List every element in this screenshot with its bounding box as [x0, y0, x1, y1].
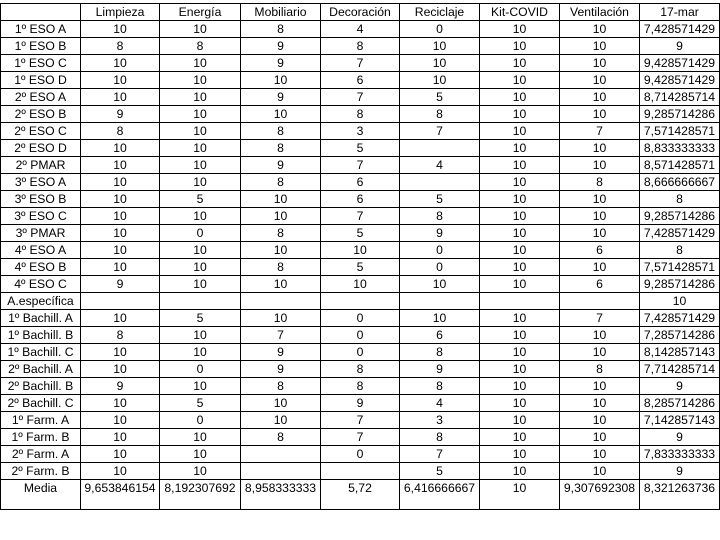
- table-cell-ventilacion: 10: [560, 55, 640, 72]
- table-row: [1, 412, 720, 429]
- table-cell-17-mar: 9,428571429: [640, 72, 720, 89]
- table-row: [1, 327, 720, 344]
- row-label: 1º ESO C: [1, 55, 81, 72]
- table-cell-reciclaje: 5: [400, 463, 480, 480]
- header-row: [1, 4, 720, 21]
- table-cell-decoracion: 7: [321, 208, 400, 225]
- table-cell-17-mar: 7,428571429: [640, 225, 720, 242]
- table-cell-kit-covid: 10: [480, 38, 560, 55]
- table-cell-reciclaje: 10: [400, 310, 480, 327]
- table-cell-kit-covid: 10: [480, 395, 560, 412]
- table-cell-decoracion: 7: [321, 429, 400, 446]
- table-cell-kit-covid: 10: [480, 344, 560, 361]
- table-cell-17-mar: 9,285714286: [640, 208, 720, 225]
- table-cell-kit-covid: 10: [480, 89, 560, 106]
- table-cell-reciclaje: 9: [400, 361, 480, 378]
- table-cell-17-mar: 9: [640, 378, 720, 395]
- table-row: [1, 89, 720, 106]
- table-cell-kit-covid: 10: [480, 276, 560, 293]
- table-cell-mobiliario: 9: [241, 89, 321, 106]
- table-cell-mobiliario: [241, 446, 321, 463]
- table-cell-decoracion: 0: [321, 344, 400, 361]
- table-cell-kit-covid: 10: [480, 446, 560, 463]
- table-cell-mobiliario: 10: [241, 191, 321, 208]
- table-cell-energia: 10: [160, 157, 241, 174]
- column-header-reciclaje: Reciclaje: [400, 4, 480, 21]
- table-cell-decoracion: 0: [321, 310, 400, 327]
- table-cell-ventilacion: 8: [560, 174, 640, 191]
- table-cell-17-mar: 7,571428571: [640, 259, 720, 276]
- table-cell-ventilacion: 6: [560, 242, 640, 259]
- table-cell-energia: 10: [160, 89, 241, 106]
- row-label: 4º ESO B: [1, 259, 81, 276]
- table-cell-limpieza: 10: [81, 225, 160, 242]
- table-cell-decoracion: 7: [321, 157, 400, 174]
- row-label: A.específica: [1, 293, 81, 310]
- table-cell-energia: 8: [160, 38, 241, 55]
- row-label: 1º Farm. A: [1, 412, 81, 429]
- media-cell-reciclaje: 6,416666667: [400, 480, 480, 510]
- table-cell-mobiliario: 10: [241, 106, 321, 123]
- row-label: 1º Bachill. C: [1, 344, 81, 361]
- table-cell-reciclaje: 10: [400, 38, 480, 55]
- table-cell-energia: 10: [160, 242, 241, 259]
- table-cell-ventilacion: 10: [560, 89, 640, 106]
- table-cell-decoracion: [321, 293, 400, 310]
- table-cell-17-mar: 9,428571429: [640, 55, 720, 72]
- table-cell-kit-covid: 10: [480, 327, 560, 344]
- table-cell-decoracion: [321, 463, 400, 480]
- table-cell-decoracion: 10: [321, 276, 400, 293]
- table-cell-kit-covid: 10: [480, 259, 560, 276]
- table-cell-reciclaje: 7: [400, 446, 480, 463]
- table-cell-ventilacion: 10: [560, 208, 640, 225]
- table-cell-ventilacion: 10: [560, 157, 640, 174]
- table-cell-ventilacion: 10: [560, 395, 640, 412]
- table-cell-energia: 0: [160, 225, 241, 242]
- table-cell-limpieza: 10: [81, 242, 160, 259]
- table-cell-mobiliario: [241, 463, 321, 480]
- table-cell-energia: 5: [160, 395, 241, 412]
- table-cell-reciclaje: 3: [400, 412, 480, 429]
- row-label: 2º ESO A: [1, 89, 81, 106]
- table-cell-reciclaje: 8: [400, 208, 480, 225]
- table-cell-17-mar: 7,833333333: [640, 446, 720, 463]
- table-cell-limpieza: 10: [81, 463, 160, 480]
- table-cell-limpieza: 10: [81, 429, 160, 446]
- table-row: [1, 21, 720, 38]
- table-cell-limpieza: 9: [81, 276, 160, 293]
- table-cell-ventilacion: 10: [560, 327, 640, 344]
- table-cell-decoracion: 8: [321, 361, 400, 378]
- row-label: 4º ESO C: [1, 276, 81, 293]
- table-cell-kit-covid: 10: [480, 463, 560, 480]
- row-label: 2º Farm. B: [1, 463, 81, 480]
- table-cell-limpieza: 10: [81, 174, 160, 191]
- table-cell-17-mar: 9,285714286: [640, 276, 720, 293]
- table-cell-kit-covid: 10: [480, 429, 560, 446]
- table-cell-mobiliario: [241, 293, 321, 310]
- table-cell-reciclaje: 7: [400, 123, 480, 140]
- table-row: [1, 174, 720, 191]
- table-cell-limpieza: 10: [81, 208, 160, 225]
- table-cell-decoracion: 8: [321, 38, 400, 55]
- row-label: 1º Farm. B: [1, 429, 81, 446]
- row-label: 1º Bachill. A: [1, 310, 81, 327]
- table-cell-17-mar: 7,428571429: [640, 21, 720, 38]
- table-cell-reciclaje: 6: [400, 327, 480, 344]
- table-cell-limpieza: 10: [81, 310, 160, 327]
- table-cell-mobiliario: 8: [241, 225, 321, 242]
- table-cell-mobiliario: 10: [241, 395, 321, 412]
- table-cell-reciclaje: 8: [400, 378, 480, 395]
- table-cell-decoracion: 4: [321, 21, 400, 38]
- table-cell-limpieza: 10: [81, 395, 160, 412]
- table-cell-decoracion: 7: [321, 55, 400, 72]
- table-cell-ventilacion: 10: [560, 344, 640, 361]
- table-cell-decoracion: 9: [321, 395, 400, 412]
- table-cell-energia: 10: [160, 327, 241, 344]
- table-cell-energia: [160, 293, 241, 310]
- row-label: 3º ESO B: [1, 191, 81, 208]
- media-cell-kit-covid: 10: [480, 480, 560, 510]
- table-row: [1, 310, 720, 327]
- media-row: [1, 480, 720, 510]
- table-cell-energia: 10: [160, 276, 241, 293]
- table-row: [1, 106, 720, 123]
- row-label: 2º Farm. A: [1, 446, 81, 463]
- table-cell-decoracion: 8: [321, 378, 400, 395]
- table-cell-energia: 10: [160, 429, 241, 446]
- table-cell-mobiliario: 8: [241, 123, 321, 140]
- table-cell-decoracion: 10: [321, 242, 400, 259]
- table-cell-ventilacion: 7: [560, 310, 640, 327]
- table-cell-decoracion: 6: [321, 191, 400, 208]
- table-cell-limpieza: 10: [81, 157, 160, 174]
- table-cell-decoracion: 5: [321, 225, 400, 242]
- table-cell-energia: 10: [160, 446, 241, 463]
- table-cell-limpieza: 9: [81, 378, 160, 395]
- table-row: [1, 293, 720, 310]
- table-cell-energia: 10: [160, 72, 241, 89]
- table-cell-kit-covid: [480, 293, 560, 310]
- row-label: 2º Bachill. B: [1, 378, 81, 395]
- table-cell-kit-covid: 10: [480, 242, 560, 259]
- table-cell-17-mar: 7,142857143: [640, 412, 720, 429]
- table-row: [1, 378, 720, 395]
- table-row: [1, 157, 720, 174]
- table-cell-17-mar: 8: [640, 191, 720, 208]
- table-cell-ventilacion: 10: [560, 259, 640, 276]
- table-cell-reciclaje: 0: [400, 259, 480, 276]
- media-cell-decoracion: 5,72: [321, 480, 400, 510]
- table-cell-ventilacion: 7: [560, 123, 640, 140]
- table-cell-17-mar: 7,571428571: [640, 123, 720, 140]
- table-cell-limpieza: 8: [81, 123, 160, 140]
- table-cell-kit-covid: 10: [480, 191, 560, 208]
- table-cell-17-mar: 9: [640, 429, 720, 446]
- table-cell-limpieza: 10: [81, 21, 160, 38]
- table-cell-ventilacion: 10: [560, 446, 640, 463]
- row-label: 2º ESO D: [1, 140, 81, 157]
- row-label: 1º ESO A: [1, 21, 81, 38]
- media-cell-mobiliario: 8,958333333: [241, 480, 321, 510]
- row-label: 2º PMAR: [1, 157, 81, 174]
- table-cell-reciclaje: 4: [400, 157, 480, 174]
- table-cell-kit-covid: 10: [480, 157, 560, 174]
- table-cell-17-mar: 8,666666667: [640, 174, 720, 191]
- table-cell-kit-covid: 10: [480, 21, 560, 38]
- table-row: [1, 72, 720, 89]
- table-cell-reciclaje: 5: [400, 89, 480, 106]
- row-label: 2º Bachill. A: [1, 361, 81, 378]
- table-cell-ventilacion: 10: [560, 191, 640, 208]
- table-row: [1, 463, 720, 480]
- column-header-limpieza: Limpieza: [81, 4, 160, 21]
- table-cell-ventilacion: 10: [560, 225, 640, 242]
- table-cell-energia: 10: [160, 208, 241, 225]
- table-cell-kit-covid: 10: [480, 412, 560, 429]
- table-cell-mobiliario: 10: [241, 276, 321, 293]
- table-cell-energia: 10: [160, 55, 241, 72]
- table-cell-reciclaje: 9: [400, 225, 480, 242]
- table-cell-decoracion: 0: [321, 446, 400, 463]
- row-label: 1º ESO B: [1, 38, 81, 55]
- table-cell-ventilacion: 8: [560, 361, 640, 378]
- table-cell-kit-covid: 10: [480, 72, 560, 89]
- table-cell-limpieza: 10: [81, 72, 160, 89]
- media-cell-energia: 8,192307692: [160, 480, 241, 510]
- table-cell-ventilacion: 10: [560, 72, 640, 89]
- table-cell-mobiliario: 9: [241, 157, 321, 174]
- table-cell-kit-covid: 10: [480, 55, 560, 72]
- table-cell-reciclaje: 0: [400, 242, 480, 259]
- table-cell-ventilacion: 10: [560, 412, 640, 429]
- table-cell-limpieza: 8: [81, 38, 160, 55]
- table-cell-mobiliario: 9: [241, 361, 321, 378]
- table-cell-17-mar: 8: [640, 242, 720, 259]
- table-cell-ventilacion: 10: [560, 140, 640, 157]
- table-cell-mobiliario: 8: [241, 429, 321, 446]
- table-cell-energia: 10: [160, 174, 241, 191]
- column-header-row-label: [1, 4, 81, 21]
- table-cell-mobiliario: 8: [241, 140, 321, 157]
- table-cell-energia: 5: [160, 310, 241, 327]
- table-cell-mobiliario: 10: [241, 208, 321, 225]
- table-cell-mobiliario: 8: [241, 174, 321, 191]
- table-cell-limpieza: 10: [81, 412, 160, 429]
- table-row: [1, 208, 720, 225]
- table-cell-kit-covid: 10: [480, 310, 560, 327]
- table-row: [1, 395, 720, 412]
- table-cell-mobiliario: 10: [241, 72, 321, 89]
- table-cell-mobiliario: 8: [241, 21, 321, 38]
- table-cell-energia: 10: [160, 378, 241, 395]
- table-row: [1, 123, 720, 140]
- table-cell-limpieza: 10: [81, 361, 160, 378]
- media-cell-ventilacion: 9,307692308: [560, 480, 640, 510]
- table-cell-17-mar: 7,428571429: [640, 310, 720, 327]
- table-cell-mobiliario: 9: [241, 344, 321, 361]
- table-cell-ventilacion: 10: [560, 21, 640, 38]
- row-label: 3º PMAR: [1, 225, 81, 242]
- row-label: 3º ESO C: [1, 208, 81, 225]
- table-cell-ventilacion: [560, 293, 640, 310]
- table-cell-ventilacion: 10: [560, 429, 640, 446]
- table-cell-limpieza: 10: [81, 89, 160, 106]
- table-cell-decoracion: 0: [321, 327, 400, 344]
- table-cell-reciclaje: 10: [400, 55, 480, 72]
- table-cell-limpieza: 9: [81, 106, 160, 123]
- table-cell-reciclaje: 8: [400, 344, 480, 361]
- table-cell-kit-covid: 10: [480, 225, 560, 242]
- table-cell-17-mar: 8,833333333: [640, 140, 720, 157]
- table-cell-energia: 10: [160, 123, 241, 140]
- table-cell-limpieza: [81, 293, 160, 310]
- table-row: [1, 361, 720, 378]
- table-cell-decoracion: 8: [321, 106, 400, 123]
- table-cell-energia: 0: [160, 361, 241, 378]
- table-cell-decoracion: 6: [321, 72, 400, 89]
- row-label: 1º ESO D: [1, 72, 81, 89]
- table-cell-reciclaje: 10: [400, 72, 480, 89]
- table-cell-decoracion: 5: [321, 259, 400, 276]
- table-row: [1, 242, 720, 259]
- row-label: 2º Bachill. C: [1, 395, 81, 412]
- table-row: [1, 429, 720, 446]
- column-header-17-mar: 17-mar: [640, 4, 720, 21]
- media-label: Media: [1, 480, 81, 510]
- table-cell-mobiliario: 8: [241, 378, 321, 395]
- table-cell-mobiliario: 7: [241, 327, 321, 344]
- table-cell-reciclaje: [400, 293, 480, 310]
- table-cell-decoracion: 5: [321, 140, 400, 157]
- table-cell-energia: 10: [160, 344, 241, 361]
- table-cell-reciclaje: 0: [400, 21, 480, 38]
- media-cell-17-mar: 8,321263736: [640, 480, 720, 510]
- table-cell-reciclaje: 8: [400, 429, 480, 446]
- table-cell-ventilacion: 10: [560, 378, 640, 395]
- table-row: [1, 446, 720, 463]
- table-cell-mobiliario: 10: [241, 310, 321, 327]
- table-cell-ventilacion: 10: [560, 463, 640, 480]
- table-cell-17-mar: 8,571428571: [640, 157, 720, 174]
- table-row: [1, 225, 720, 242]
- grades-table: [0, 3, 720, 510]
- column-header-energia: Energía: [160, 4, 241, 21]
- row-label: 2º ESO B: [1, 106, 81, 123]
- table-cell-17-mar: 9,285714286: [640, 106, 720, 123]
- table-cell-ventilacion: 10: [560, 38, 640, 55]
- table-cell-limpieza: 10: [81, 344, 160, 361]
- table-row: [1, 140, 720, 157]
- table-cell-limpieza: 10: [81, 191, 160, 208]
- table-cell-17-mar: 10: [640, 293, 720, 310]
- table-cell-limpieza: 10: [81, 55, 160, 72]
- table-cell-17-mar: 9: [640, 463, 720, 480]
- table-cell-mobiliario: 9: [241, 38, 321, 55]
- table-cell-energia: 10: [160, 140, 241, 157]
- table-cell-17-mar: 7,285714286: [640, 327, 720, 344]
- table-cell-reciclaje: 8: [400, 106, 480, 123]
- table-cell-mobiliario: 8: [241, 259, 321, 276]
- column-header-ventilacion: Ventilación: [560, 4, 640, 21]
- table-cell-kit-covid: 10: [480, 174, 560, 191]
- table-cell-decoracion: 7: [321, 89, 400, 106]
- table-cell-energia: 10: [160, 259, 241, 276]
- table-row: [1, 276, 720, 293]
- table-cell-reciclaje: 5: [400, 191, 480, 208]
- table-row: [1, 344, 720, 361]
- table-cell-kit-covid: 10: [480, 361, 560, 378]
- table-cell-17-mar: 7,714285714: [640, 361, 720, 378]
- table-cell-mobiliario: 10: [241, 412, 321, 429]
- table-cell-kit-covid: 10: [480, 106, 560, 123]
- column-header-kit-covid: Kit-COVID: [480, 4, 560, 21]
- table-cell-energia: 10: [160, 21, 241, 38]
- table-cell-reciclaje: [400, 174, 480, 191]
- table-cell-17-mar: 8,285714286: [640, 395, 720, 412]
- table-cell-ventilacion: 10: [560, 106, 640, 123]
- table-cell-17-mar: 9: [640, 38, 720, 55]
- row-label: 3º ESO A: [1, 174, 81, 191]
- table-cell-limpieza: 10: [81, 259, 160, 276]
- media-cell-limpieza: 9,653846154: [81, 480, 160, 510]
- row-label: 1º Bachill. B: [1, 327, 81, 344]
- table-cell-energia: 10: [160, 106, 241, 123]
- table-cell-limpieza: 10: [81, 140, 160, 157]
- table-cell-17-mar: 8,714285714: [640, 89, 720, 106]
- table-cell-limpieza: 10: [81, 446, 160, 463]
- table-cell-energia: 10: [160, 463, 241, 480]
- table-cell-kit-covid: 10: [480, 123, 560, 140]
- table-cell-mobiliario: 9: [241, 55, 321, 72]
- table-cell-mobiliario: 10: [241, 242, 321, 259]
- table-cell-limpieza: 8: [81, 327, 160, 344]
- table-cell-reciclaje: [400, 140, 480, 157]
- table-cell-energia: 0: [160, 412, 241, 429]
- table-cell-decoracion: 3: [321, 123, 400, 140]
- row-label: 2º ESO C: [1, 123, 81, 140]
- table-cell-kit-covid: 10: [480, 208, 560, 225]
- table-cell-energia: 5: [160, 191, 241, 208]
- column-header-mobiliario: Mobiliario: [241, 4, 321, 21]
- table-row: [1, 191, 720, 208]
- table-cell-kit-covid: 10: [480, 140, 560, 157]
- table-cell-17-mar: 8,142857143: [640, 344, 720, 361]
- table-cell-kit-covid: 10: [480, 378, 560, 395]
- table-row: [1, 259, 720, 276]
- table-cell-reciclaje: 10: [400, 276, 480, 293]
- table-row: [1, 55, 720, 72]
- table-cell-ventilacion: 6: [560, 276, 640, 293]
- column-header-decoracion: Decoración: [321, 4, 400, 21]
- row-label: 4º ESO A: [1, 242, 81, 259]
- table-row: [1, 38, 720, 55]
- table-cell-decoracion: 6: [321, 174, 400, 191]
- table-cell-reciclaje: 4: [400, 395, 480, 412]
- table-cell-decoracion: 7: [321, 412, 400, 429]
